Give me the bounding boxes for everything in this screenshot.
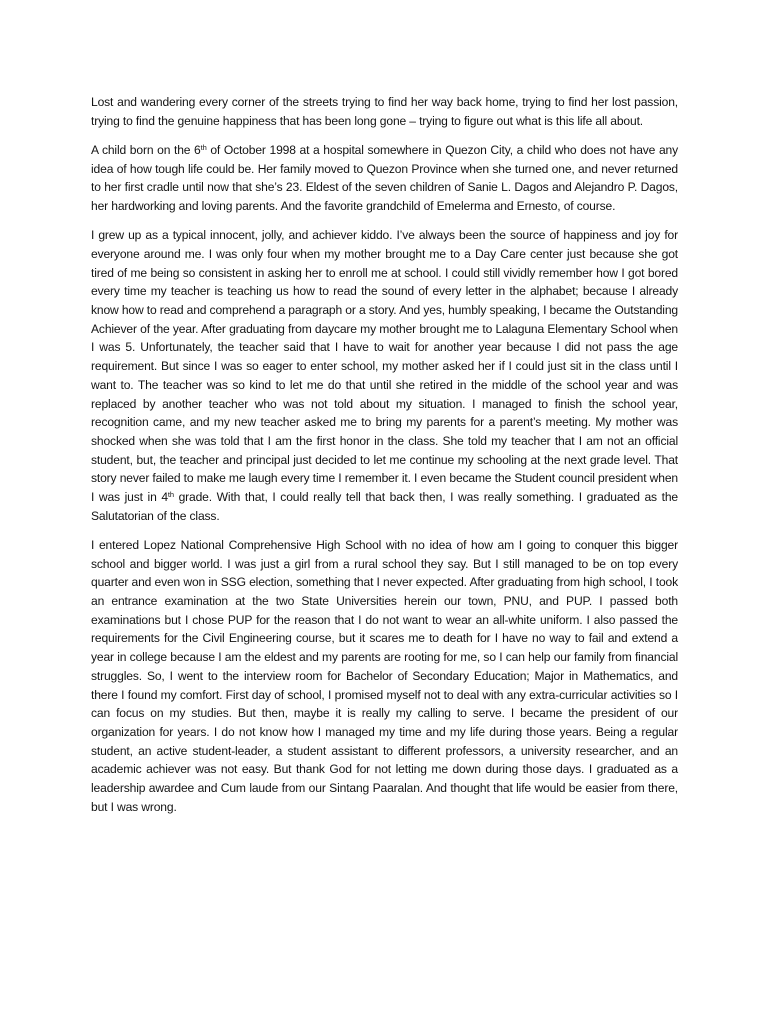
paragraph-3-text-b: grade. With that, I could really tell that back then, I was really something. I graduated as the Salutatorian of the class. — [91, 490, 678, 523]
paragraph-2-text-b: of October 1998 at a hospital somewhere in Quezon City, a child who does not have any idea of how tough life could be. Her family moved to Quezon Province when she turned one, and never returned to her first cradle until now that she’s 23. Eldest of the seven children of Sanie L. Dagos and Alejandro P. Dagos, her hardworking and loving parents. And the favorite grandchild of Emelerma and Ernesto, of course. — [91, 142, 679, 214]
paragraph-2 — [91, 141, 678, 216]
ordinal-suffix: th — [200, 142, 207, 152]
document-page — [91, 93, 678, 827]
paragraph-3 — [91, 226, 678, 525]
paragraph-3-text-a: I grew up as a typical innocent, jolly, and achiever kiddo. I’ve always been the source of happiness and joy for everyone around me. I was only four when my mother brought me to a Day Care center just because she got tired of me being so consistent in asking her to enroll me at school. I could still vividly remember how I got bored every time my teacher is teaching us how to read the sound of every letter in the alphabet; because I already know how to read and comprehend a paragraph or a story. And yes, humbly speaking, I became the Outstanding Achiever of the year. After graduating from daycare my mother brought me to Lalaguna Elementary School when I was 5. Unfortunately, the teacher said that I have to wait for another year because I did not pass the age requirement. But since I was so eager to enter school, my mother asked her if I could just sit in the class until I want to. The teacher was so kind to let me do that until she retired in the middle of the school year and was replaced by another teacher who was not told about my situation. I managed to finish the school year, recognition came, and my new teacher asked me to bring my parents for a parent’s meeting. My mother was shocked when she was told that I am the first honor in the class. She told my teacher that I am not an official student, but, the teacher and principal just decided to let me continue my schooling at the next grade level. That story never failed to make me laugh every time I remember it. I even became the Student council president when I was just in 4 — [91, 228, 678, 505]
paragraph-4: I entered Lopez National Comprehensive High School with no idea of how am I going to conquer this bigger school and bigger world. I was just a girl from a rural school they say. But I still managed to be on top every quarter and even won in SSG election, something that I never expected. After graduating from high school, I took an entrance examination at the two State Universities herein our town, PNU, and PUP. I passed both examinations but I chose PUP for the reason that I do not want to wear an all-white uniform. I also passed the requirements for the Civil Engineering course, but it scares me to death for I have no way to fail and extend a year in college because I am the eldest and my parents are rooting for me, so I can help our family from financial struggles. So, I went to the interview room for Bachelor of Secondary Education; Major in Mathematics, and there I found my comfort. First day of school, I promised myself not to deal with any extra-curricular activities so I can focus on my studies. But then, maybe it is really my calling to serve. I became the president of our organization for years. I do not know how I managed my time and my life during those years. Being a regular student, an active student-leader, a student assistant to different professors, a university researcher, and an academic achiever was not easy. But thank God for not letting me down during those days. I graduated as a leadership awardee and Cum laude from our Sintang Paaralan. And thought that life would be easier from there, but I was wrong. — [91, 537, 678, 814]
ordinal-suffix: th — [167, 490, 174, 500]
paragraph-1: Lost and wandering every corner of the streets trying to find her way back home, trying to find her lost passion, trying to find the genuine happiness that has been long gone – trying to figure out what is this life all about. — [91, 95, 678, 128]
paragraph-2-text-a: A child born on the 6 — [91, 142, 201, 157]
